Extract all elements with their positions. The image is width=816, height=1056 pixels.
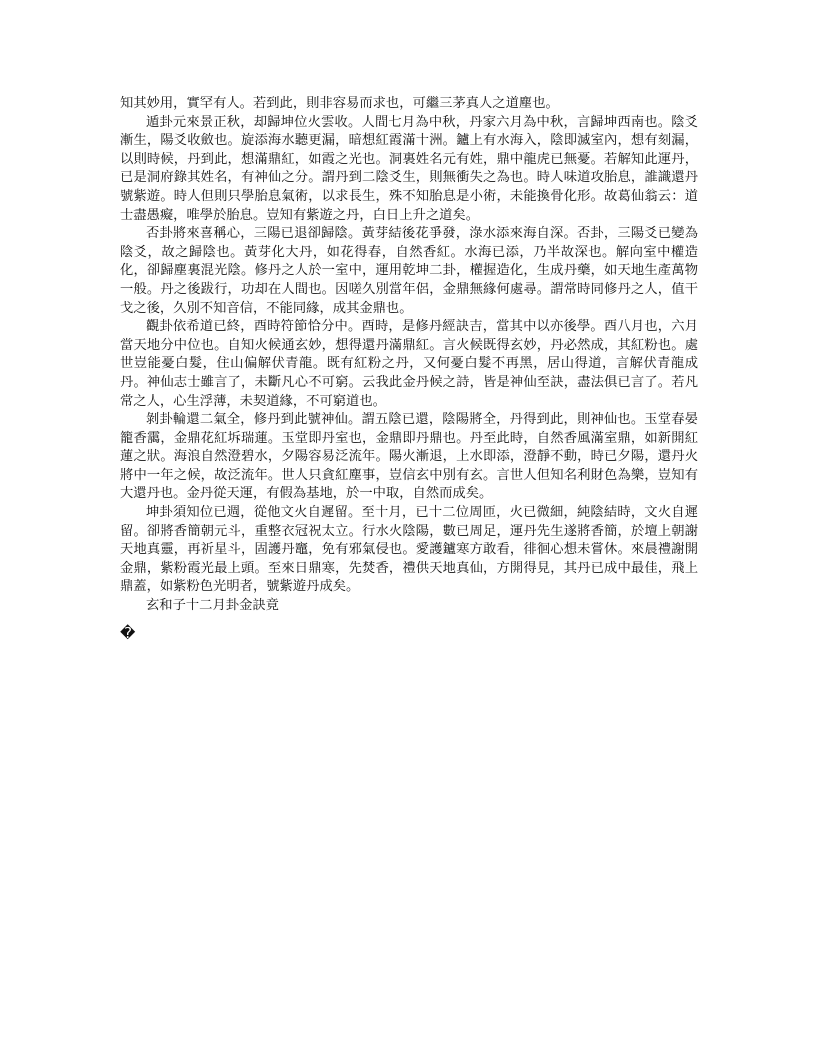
replacement-glyph: � xyxy=(120,624,136,642)
paragraph-dun-gua: 遁卦元來景正秋，却歸坤位火雲收。人間七月為中秋，丹家六月為中秋，言歸坤西南也。陰爻漸生，陽爻收斂也。旋添海水聽更漏，暗想紅霞滿十洲。鑪上有水海入，陰即滅室內，想有刻漏，以則時候，丹到此，想滿鼎紅，如霞之光也。洞裏姓名元有姓，鼎中龍虎已無憂。若解知此運丹，已是洞府錄其姓名，有神仙之分。謂丹到二陰爻生，則無衝失之為也。時人味道攻胎息，誰識還丹號紫遊。時人但則只學胎息氣術，以求長生，殊不知胎息是小術，未能換骨化形。故葛仙翁云：道士盡愚癡，唯學於胎息。豈知有紫遊之丹，白日上升之道矣。 xyxy=(120,114,698,223)
paragraph-guan-gua: 觀卦依希道已終，酉時符節恰分中。酉時，是修丹經訣吉，當其中以亦後學。酉八月也，六月當天地分中位也。自知火候通玄妙，想得還丹滿鼎紅。言火候既得玄妙，丹必然成，其紅粉也。處世豈能憂白髮，住山偏解伏青龍。既有紅粉之丹，又何憂白髮不再黑，居山得道，言解伏青龍成丹。神仙志士雖言了，未斷凡心不可窮。云我此金丹候之詩，皆是神仙至訣，盡法俱已言了。若凡常之人，心生浮薄，未契道緣，不可窮道也。 xyxy=(120,319,698,409)
paragraph-kun-gua: 坤卦須知位已週，從他文火自遲留。至十月，已十二位周匝，火已微細，純陰結時，文火自遲留。卻將香簡朝元斗，重整衣冠祝太立。行水火陰陽，數已周足，運丹先生遂將香簡，於壇上朝謝天地真靈，再祈星斗，固護丹竈，免有邪氣侵也。愛護鑪寒方敢看，徘徊心想未嘗休。來晨禮謝開金鼎，紫粉霞光最上頭。至來日鼎寒，先焚香，禮供天地真仙，方開得見，其丹已成中最佳，飛上鼎蓋，如紫粉色光明者，號紫遊丹成矣。 xyxy=(120,505,698,595)
paragraph-continuation: 知其妙用，實罕有人。若到此，則非容易而求也，可繼三茅真人之道塵也。 xyxy=(120,96,559,111)
document-body xyxy=(120,95,698,616)
closing-line: 玄和子十二月卦金訣竟 xyxy=(146,598,279,614)
paragraph-pi-gua: 否卦將來喜稱心，三陽已退卻歸陰。黃芽結後花爭發，淥水添來海自深。否卦，三陽爻已變為陰爻，故之歸陰也。黃芽化大丹，如花得春，自然香紅。水海已添，乃半故深也。解向室中權造化，卻歸塵裏混光陰。修丹之人於一室中，運用乾坤二卦，權握造化，生成丹藥，如天地生產萬物一般。丹之後跋行，功却在人間也。因嗟久別當年侶，金鼎無緣何處尋。謂常時同修丹之人，值干戈之後，久別不知音信，不能同緣，成其金鼎也。 xyxy=(120,226,698,316)
paragraph-bo-gua: 剝卦輪還二氣全，修丹到此號神仙。謂五陰已還，陰陽將全，丹得到此，則神仙也。玉堂春晏籠香靄，金鼎花紅坼瑞蓮。玉堂即丹室也，金鼎即丹鼎也。丹至此時，自然香風滿室鼎，如新開紅蓮之狀。海浪自然澄碧水，夕陽容易泛流年。陽火漸退，上水即添，澄靜不動，時已夕陽，還丹火將中一年之候，故泛流年。世人只貪紅塵事，豈信玄中別有玄。言世人但知名利財色為樂，豈知有大還丹也。金丹從天運，有假為基地，於一中取，自然而成矣。 xyxy=(120,412,698,502)
